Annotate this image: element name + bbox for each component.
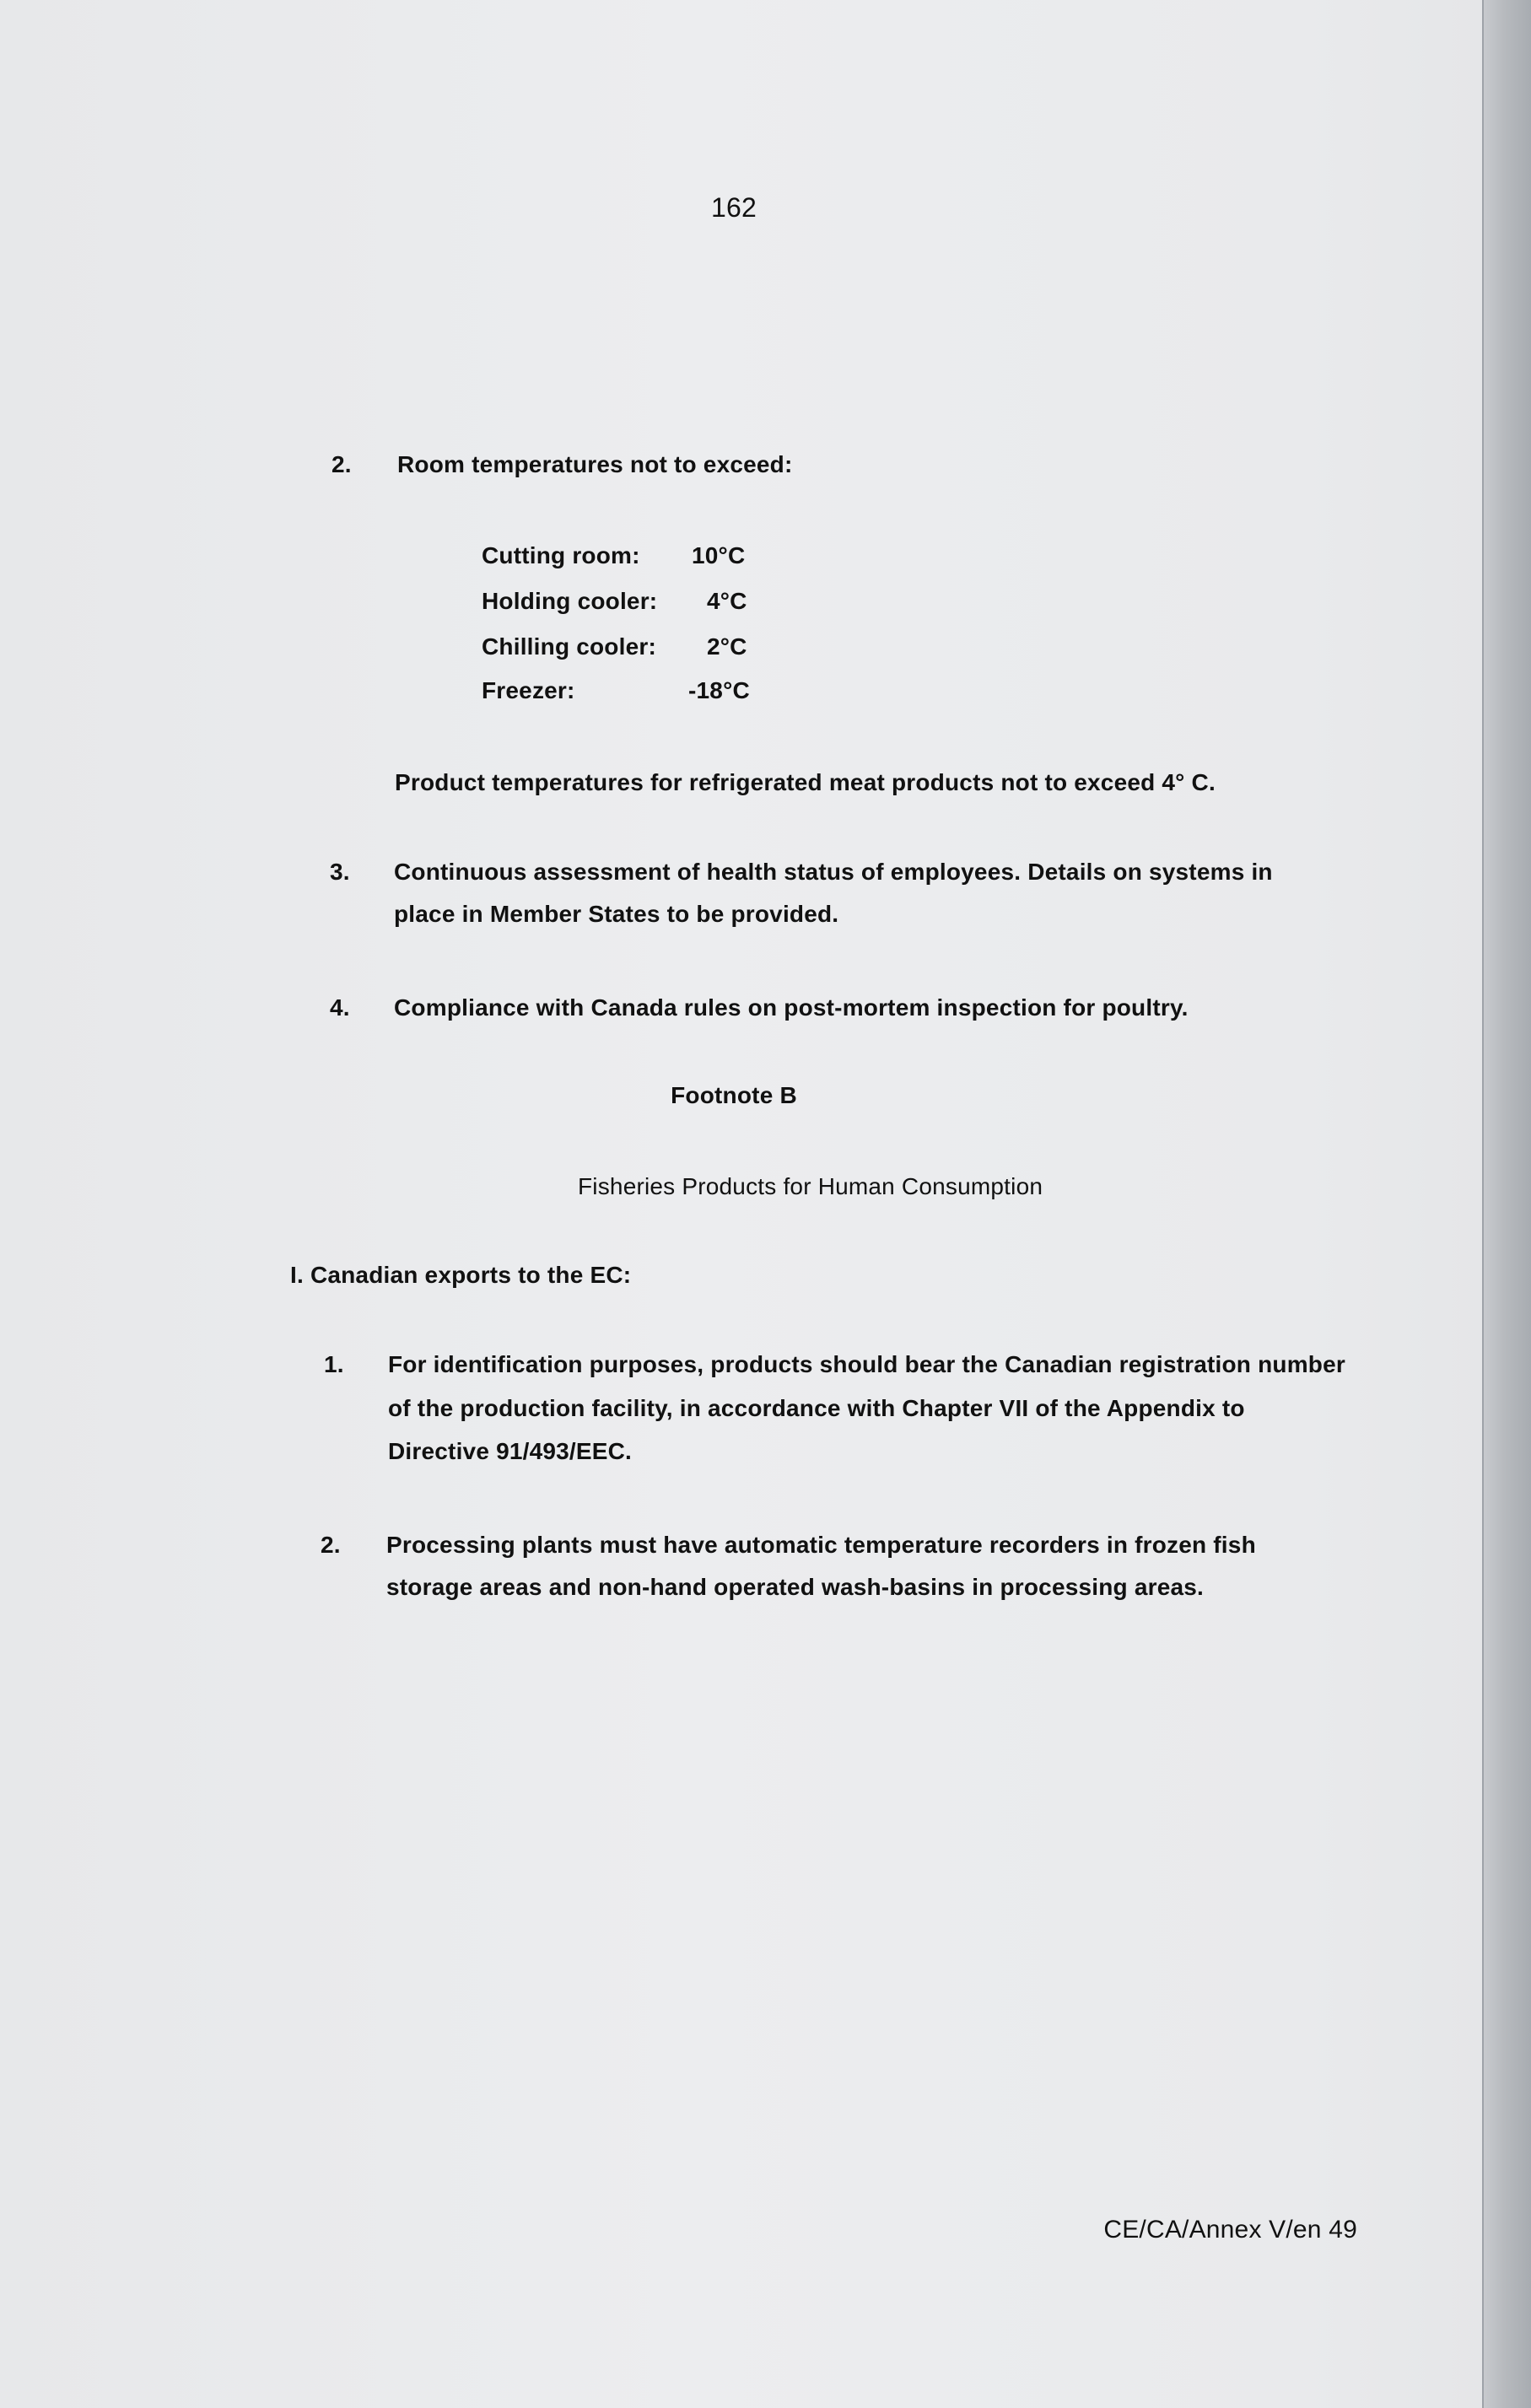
section-1-heading: I. Canadian exports to the EC:: [290, 1262, 632, 1288]
item-4-number: 4.: [330, 994, 350, 1021]
temp-label-holding-cooler: Holding cooler:: [482, 588, 658, 614]
section-1-item-1-line-3: Directive 91/493/EEC.: [388, 1438, 633, 1464]
item-4-text: Compliance with Canada rules on post-mortem inspection for poultry.: [394, 994, 1189, 1021]
item-3-number: 3.: [330, 859, 350, 885]
footnote-title: Footnote B: [671, 1082, 797, 1108]
section-1-item-2-number: 2.: [321, 1532, 341, 1558]
temp-label-cutting-room: Cutting room:: [482, 542, 640, 568]
temp-label-freezer: Freezer:: [482, 677, 575, 703]
temp-value-holding-cooler: 4°C: [707, 588, 747, 614]
section-1-item-2-line-2: storage areas and non-hand operated wash-basins in processing areas.: [386, 1574, 1204, 1600]
product-temperature-note: Product temperatures for refrigerated meat products not to exceed 4° C.: [395, 769, 1216, 795]
section-1-item-1-line-2: of the production facility, in accordance with Chapter VII of the Appendix to: [388, 1395, 1245, 1421]
footnote-subtitle: Fisheries Products for Human Consumption: [578, 1173, 1043, 1199]
page-edge-shadow: [1482, 0, 1531, 2408]
page-number: 162: [711, 192, 757, 223]
section-1-item-2-line-1: Processing plants must have automatic temperature recorders in frozen fish: [386, 1532, 1256, 1558]
section-1-item-1-number: 1.: [324, 1351, 344, 1377]
temp-label-chilling-cooler: Chilling cooler:: [482, 633, 656, 660]
page-edge-line: [1482, 0, 1484, 2408]
item-2-heading: Room temperatures not to exceed:: [397, 451, 793, 477]
temp-value-chilling-cooler: 2°C: [707, 633, 747, 660]
item-3-line-2: place in Member States to be provided.: [394, 901, 839, 927]
section-1-item-1-line-1: For identification purposes, products should bear the Canadian registration number: [388, 1351, 1345, 1377]
item-3-line-1: Continuous assessment of health status of employees. Details on systems in: [394, 859, 1273, 885]
temp-value-cutting-room: 10°C: [692, 542, 746, 568]
temp-value-freezer: -18°C: [688, 677, 750, 703]
item-2-number: 2.: [332, 451, 352, 477]
footer-document-code: CE/CA/Annex V/en 49: [1103, 2216, 1357, 2244]
